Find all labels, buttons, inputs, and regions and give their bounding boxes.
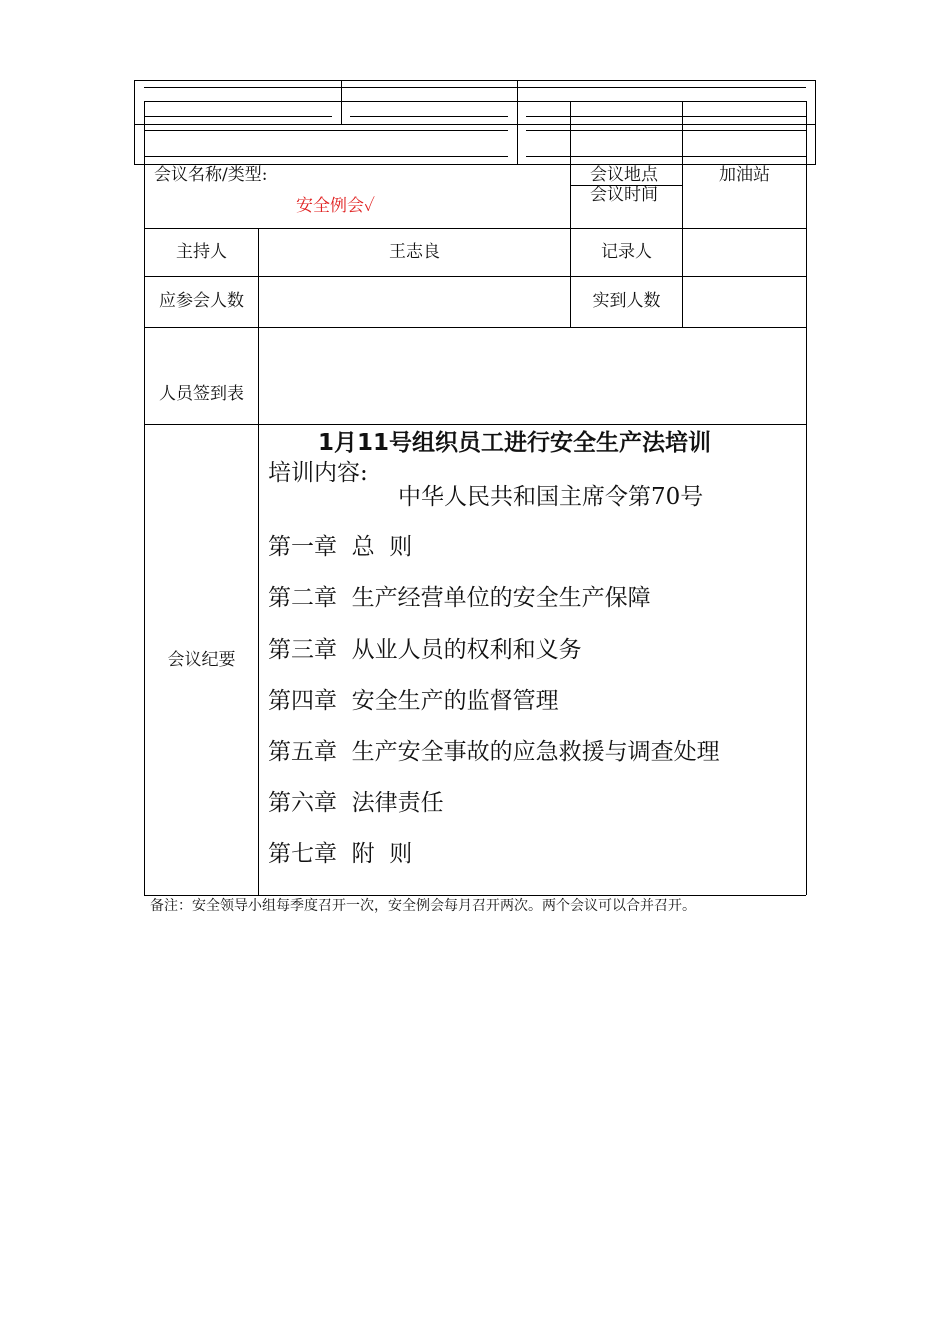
table-line bbox=[144, 164, 145, 895]
header-grid-line bbox=[350, 116, 508, 117]
table-line bbox=[144, 895, 806, 896]
header-grid-line bbox=[144, 101, 145, 164]
footer-note: 备注：安全领导小组每季度召开一次，安全例会每月召开两次。两个会议可以合并召开。 bbox=[150, 898, 696, 914]
header-grid-line bbox=[526, 156, 806, 157]
minutes-label: 会议纪要 bbox=[167, 650, 236, 670]
header-grid-line bbox=[134, 80, 135, 164]
header-grid-line bbox=[134, 80, 816, 81]
host-label: 主持人 bbox=[176, 242, 227, 262]
header-grid-line bbox=[144, 156, 508, 157]
chapter-item: 第五章 生产安全事故的应急救援与调查处理 bbox=[268, 739, 720, 765]
header-grid-line bbox=[526, 130, 806, 131]
law-subtitle: 中华人民共和国主席令第70号 bbox=[398, 484, 704, 510]
chapter-item: 第二章 生产经营单位的安全生产保障 bbox=[268, 585, 651, 611]
meeting-type-value: 安全例会✓ bbox=[296, 196, 375, 216]
chapter-item: 第六章 法律责任 bbox=[268, 790, 444, 816]
chapter-item: 第三章 从业人员的权利和义务 bbox=[268, 637, 582, 663]
header-grid-line bbox=[134, 124, 816, 125]
chapter-item: 第四章 安全生产的监督管理 bbox=[268, 688, 559, 714]
header-grid-line bbox=[341, 80, 342, 124]
header-grid-line bbox=[682, 101, 683, 164]
header-grid-line bbox=[526, 116, 806, 117]
minutes-title: 1月11号组织员工进行安全生产法培训 bbox=[318, 430, 712, 456]
table-line bbox=[144, 228, 806, 229]
expected-attendees-label: 应参会人数 bbox=[159, 291, 244, 311]
location-label: 会议地点 bbox=[590, 165, 658, 185]
header-grid-line bbox=[144, 87, 806, 88]
table-line bbox=[258, 228, 259, 895]
header-grid-line bbox=[806, 101, 807, 164]
header-grid-line bbox=[144, 101, 806, 102]
signin-sheet-label: 人员签到表 bbox=[159, 384, 244, 404]
location-value: 加油站 bbox=[719, 165, 770, 185]
header-grid-line bbox=[570, 101, 571, 164]
header-grid-line bbox=[517, 80, 518, 164]
training-content-label: 培训内容: bbox=[268, 460, 368, 486]
header-grid-line bbox=[144, 116, 332, 117]
meeting-name-label: 会议名称/类型: bbox=[154, 165, 268, 185]
time-label: 会议时间 bbox=[590, 185, 658, 205]
table-line bbox=[144, 276, 806, 277]
table-line bbox=[144, 424, 806, 425]
chapter-item: 第一章 总 则 bbox=[268, 534, 413, 560]
chapter-item: 第七章 附 则 bbox=[268, 841, 413, 867]
recorder-label: 记录人 bbox=[601, 242, 652, 262]
table-line bbox=[806, 164, 807, 895]
table-line bbox=[144, 327, 806, 328]
actual-attendees-label: 实到人数 bbox=[592, 291, 661, 311]
table-line bbox=[682, 164, 683, 327]
header-grid-line bbox=[815, 80, 816, 164]
header-grid-line bbox=[144, 130, 508, 131]
host-value: 王志良 bbox=[389, 242, 440, 262]
